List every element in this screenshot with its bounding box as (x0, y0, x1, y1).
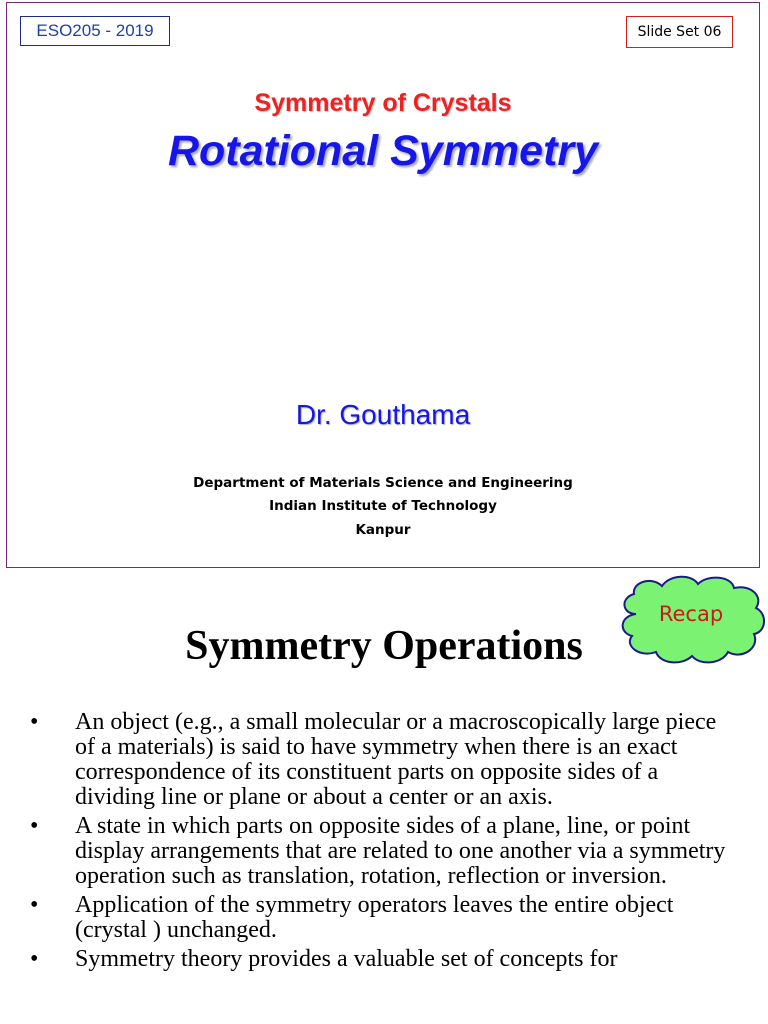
bullet-text: A state in which parts on opposite sides of a plane, line, or point display arrangements that are related to one another via a symmetry operation such as translation, rotation, reflection or inversion. (75, 813, 726, 889)
list-item (30, 710, 730, 810)
title-slide (6, 2, 760, 568)
bullet-text: Symmetry theory provides a valuable set of concepts for (75, 946, 618, 972)
bullet-dot-icon: • (30, 946, 39, 972)
slide-topic: Symmetry of Crystals (254, 89, 512, 117)
list-item (30, 893, 730, 943)
bullet-dot-icon: • (30, 892, 39, 918)
institute-line: Indian Institute of Technology (269, 498, 497, 514)
bullet-text: An object (e.g., a small molecular or a macroscopically large piece of a materials) is said to have symmetry when there is an exact correspondence of its constituent parts on opposite sides of a dividing line or plane or about a center or an axis. (75, 709, 717, 810)
course-code-label: ESO205 - 2019 (20, 16, 170, 46)
bullet-text: Application of the symmetry operators leaves the entire object (crystal ) unchanged. (75, 892, 674, 943)
list-item (30, 814, 730, 889)
department-line: Department of Materials Science and Engineering (193, 475, 573, 491)
section-title: Symmetry Operations (185, 623, 583, 669)
bullet-dot-icon: • (30, 813, 39, 839)
author-name: Dr. Gouthama (295, 399, 471, 430)
city-line: Kanpur (355, 522, 411, 538)
list-item (30, 947, 730, 972)
bullet-list (30, 710, 730, 976)
slide-set-label: Slide Set 06 (626, 16, 733, 48)
recap-badge-label: Recap (658, 602, 724, 626)
slide-title: Rotational Symmetry (167, 127, 599, 175)
bullet-dot-icon: • (30, 709, 39, 735)
